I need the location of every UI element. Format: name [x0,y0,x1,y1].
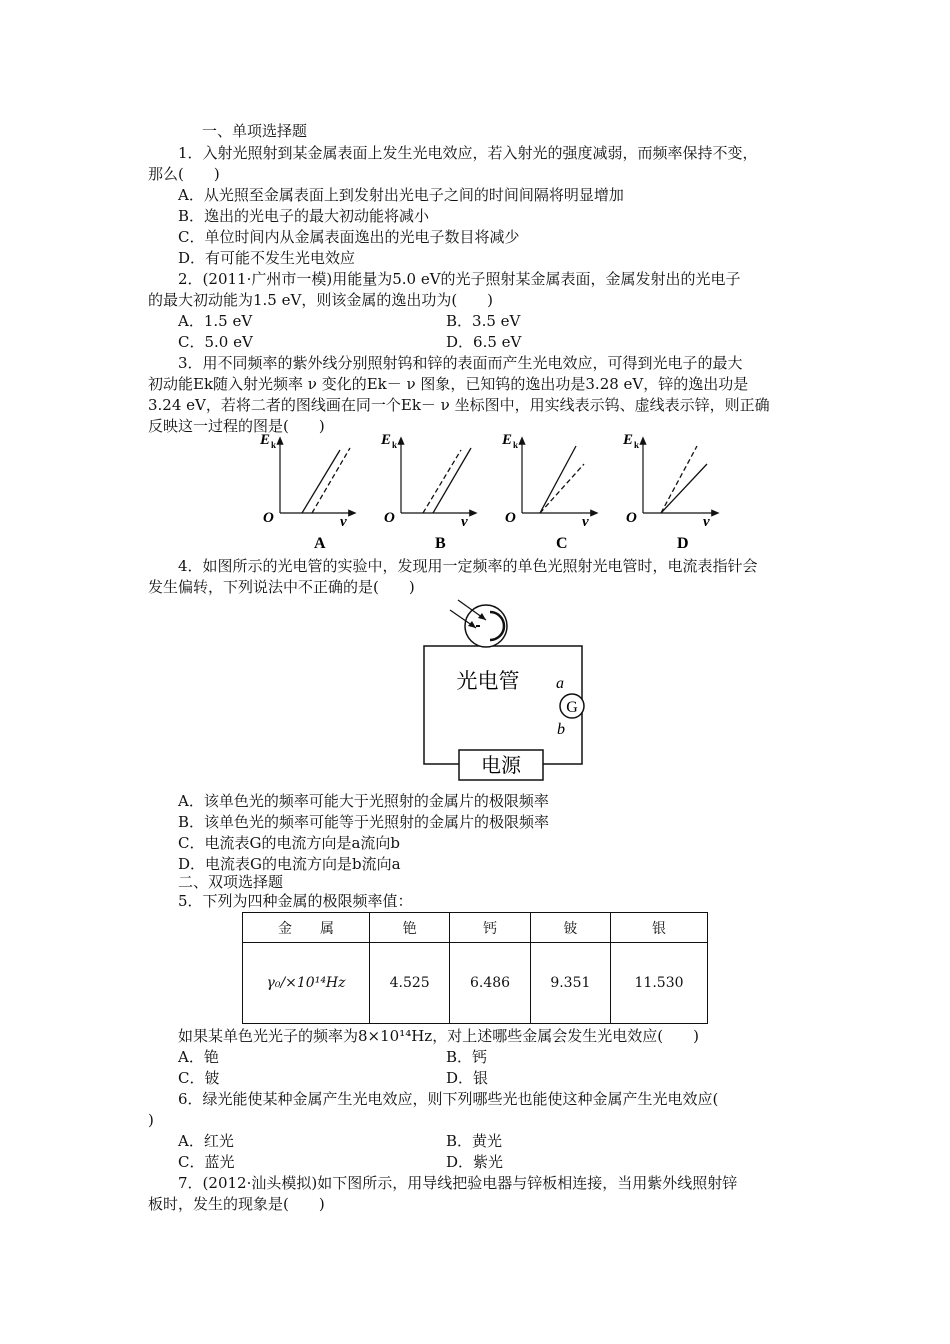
graph-a-ysub: k [271,440,277,450]
graph-c-ylabel: E [502,432,513,448]
graph-b-ylabel: E [381,432,392,448]
q6-stem-line2: ) [148,1111,154,1129]
q4-option-a: A．该单色光的频率可能大于光照射的金属片的极限频率 [178,792,549,810]
q1-option-c: C．单位时间内从金属表面逸出的光电子数目将减少 [178,228,520,246]
q4-option-b: B．该单色光的频率可能等于光照射的金属片的极限频率 [178,813,550,831]
q4-option-c: C．电流表G的电流方向是a流向b [178,834,401,852]
graph-a-origin: O [263,510,274,526]
table-row-label: γ₀/×10¹⁴Hz [243,943,370,1024]
table-header-cell: 钙 [450,913,530,943]
graph-b [380,432,474,552]
q4-option-d: D．电流表G的电流方向是b流向a [178,855,401,873]
q3-stem-line1: 3．用不同频率的紫外线分别照射钨和锌的表面而产生光电效应，可得到光电子的最大 [178,354,743,372]
graph-c [501,432,595,552]
graph-c-ysub: k [513,440,519,450]
graph-a-ylabel: E [260,432,271,448]
q6-option-a: A．红光 [178,1132,234,1150]
graph-c-origin: O [505,510,516,526]
terminal-a-label: a [556,675,564,692]
q2-option-a: A．1.5 eV [178,312,253,330]
terminal-b-label: b [557,721,565,738]
q4-circuit [410,596,620,786]
table-header-cell: 金 属 [243,913,370,943]
q3-stem-line2: 初动能Ek随入射光频率 ν 变化的Ek－ ν 图象，已知钨的逸出功是3.28 eV，锌的逸出功是 [148,375,749,393]
zinc-line [312,448,350,513]
tungsten-line [302,450,340,513]
q3-graphs [250,428,730,558]
q4-stem-line2: 发生偏转，下列说法中不正确的是( ) [148,578,415,596]
graph-a-xlabel: ν [340,514,347,530]
photocell-label: 光电管 [456,669,520,693]
q2-stem-line1: 2．(2011·广州市一模)用能量为5.0 eV的光子照射某金属表面，金属发射出的光电子 [178,270,741,288]
q5-stem-line2: 如果某单色光光子的频率为8×10¹⁴Hz，对上述哪些金属会发生光电效应( ) [178,1027,699,1045]
graph-d-origin: O [626,510,637,526]
q6-option-b: B．黄光 [446,1132,503,1150]
table-header-cell: 铍 [530,913,610,943]
q6-option-c: C．蓝光 [178,1153,235,1171]
q1-option-d: D．有可能不发生光电效应 [178,249,356,267]
q2-stem-line2: 的最大初动能为1.5 eV，则该金属的逸出功为( ) [148,291,494,309]
table-row [243,943,708,1024]
graph-b-label: B [435,535,446,552]
q5-stem-line1: 5．下列为四种金属的极限频率值： [178,892,413,910]
q4-stem-line1: 4．如图所示的光电管的实验中，发现用一定频率的单色光照射光电管时，电流表指针会 [178,557,758,575]
q3-stem-line4: 反映这一过程的图是( ) [148,417,325,435]
table-header-cell: 银 [611,913,708,943]
q3-stem-line3: 3.24 eV，若将二者的图线画在同一个Ek－ ν 坐标图中，用实线表示钨、虚线表示锌，则正确 [148,396,770,414]
q2-option-d: D．6.5 eV [446,333,522,351]
power-source-label: 电源 [481,755,521,777]
graph-d-xlabel: ν [703,514,710,530]
graph-c-xlabel: ν [582,514,589,530]
graph-b-xlabel: ν [461,514,468,530]
tungsten-line [540,446,576,513]
q5-option-d: D．银 [446,1069,489,1087]
q2-option-c: C．5.0 eV [178,333,253,351]
graph-d-ylabel: E [623,432,634,448]
galvanometer-label: G [566,699,578,716]
q2-option-b: B．3.5 eV [446,312,521,330]
graph-b-ysub: k [392,440,398,450]
q5-option-b: B．钙 [446,1048,488,1066]
table-cell: 11.530 [611,943,708,1024]
section-heading-2: 二、双项选择题 [178,873,284,891]
q5-option-a: A．铯 [178,1048,219,1066]
tungsten-line [433,448,471,513]
q1-stem-line1: 1．入射光照射到某金属表面上发生光电效应，若入射光的强度减弱，而频率保持不变， [178,144,758,162]
q6-stem-line1: 6．绿光能使某种金属产生光电效应，则下列哪些光也能使这种金属产生光电效应( [178,1090,719,1108]
q6-option-d: D．紫光 [446,1153,504,1171]
zinc-line [423,450,461,513]
table-header-row [243,913,708,943]
q1-stem-line2: 那么( ) [148,165,220,183]
tungsten-line [661,464,707,513]
q5-option-c: C．铍 [178,1069,220,1087]
table-cell: 9.351 [530,943,610,1024]
q7-stem-line2: 板时，发生的现象是( ) [148,1195,325,1213]
table-cell: 4.525 [370,943,450,1024]
section-heading-1: 一、单项选择题 [202,122,308,140]
q1-option-a: A．从光照至金属表面上到发射出光电子之间的时间间隔将明显增加 [178,186,624,204]
graph-a-label: A [314,535,326,552]
table-header-cell: 铯 [370,913,450,943]
q7-stem-line1: 7．(2012·汕头模拟)如下图所示，用导线把验电器与锌板相连接，当用紫外线照射锌 [178,1174,738,1192]
q1-option-b: B．逸出的光电子的最大初动能将减小 [178,207,430,225]
graph-d [622,432,716,552]
graph-d-label: D [677,535,689,552]
frequency-table [242,912,708,1024]
graph-a [259,432,353,552]
graph-c-label: C [556,535,568,552]
graph-b-origin: O [384,510,395,526]
graph-d-ysub: k [634,440,640,450]
table-cell: 6.486 [450,943,530,1024]
